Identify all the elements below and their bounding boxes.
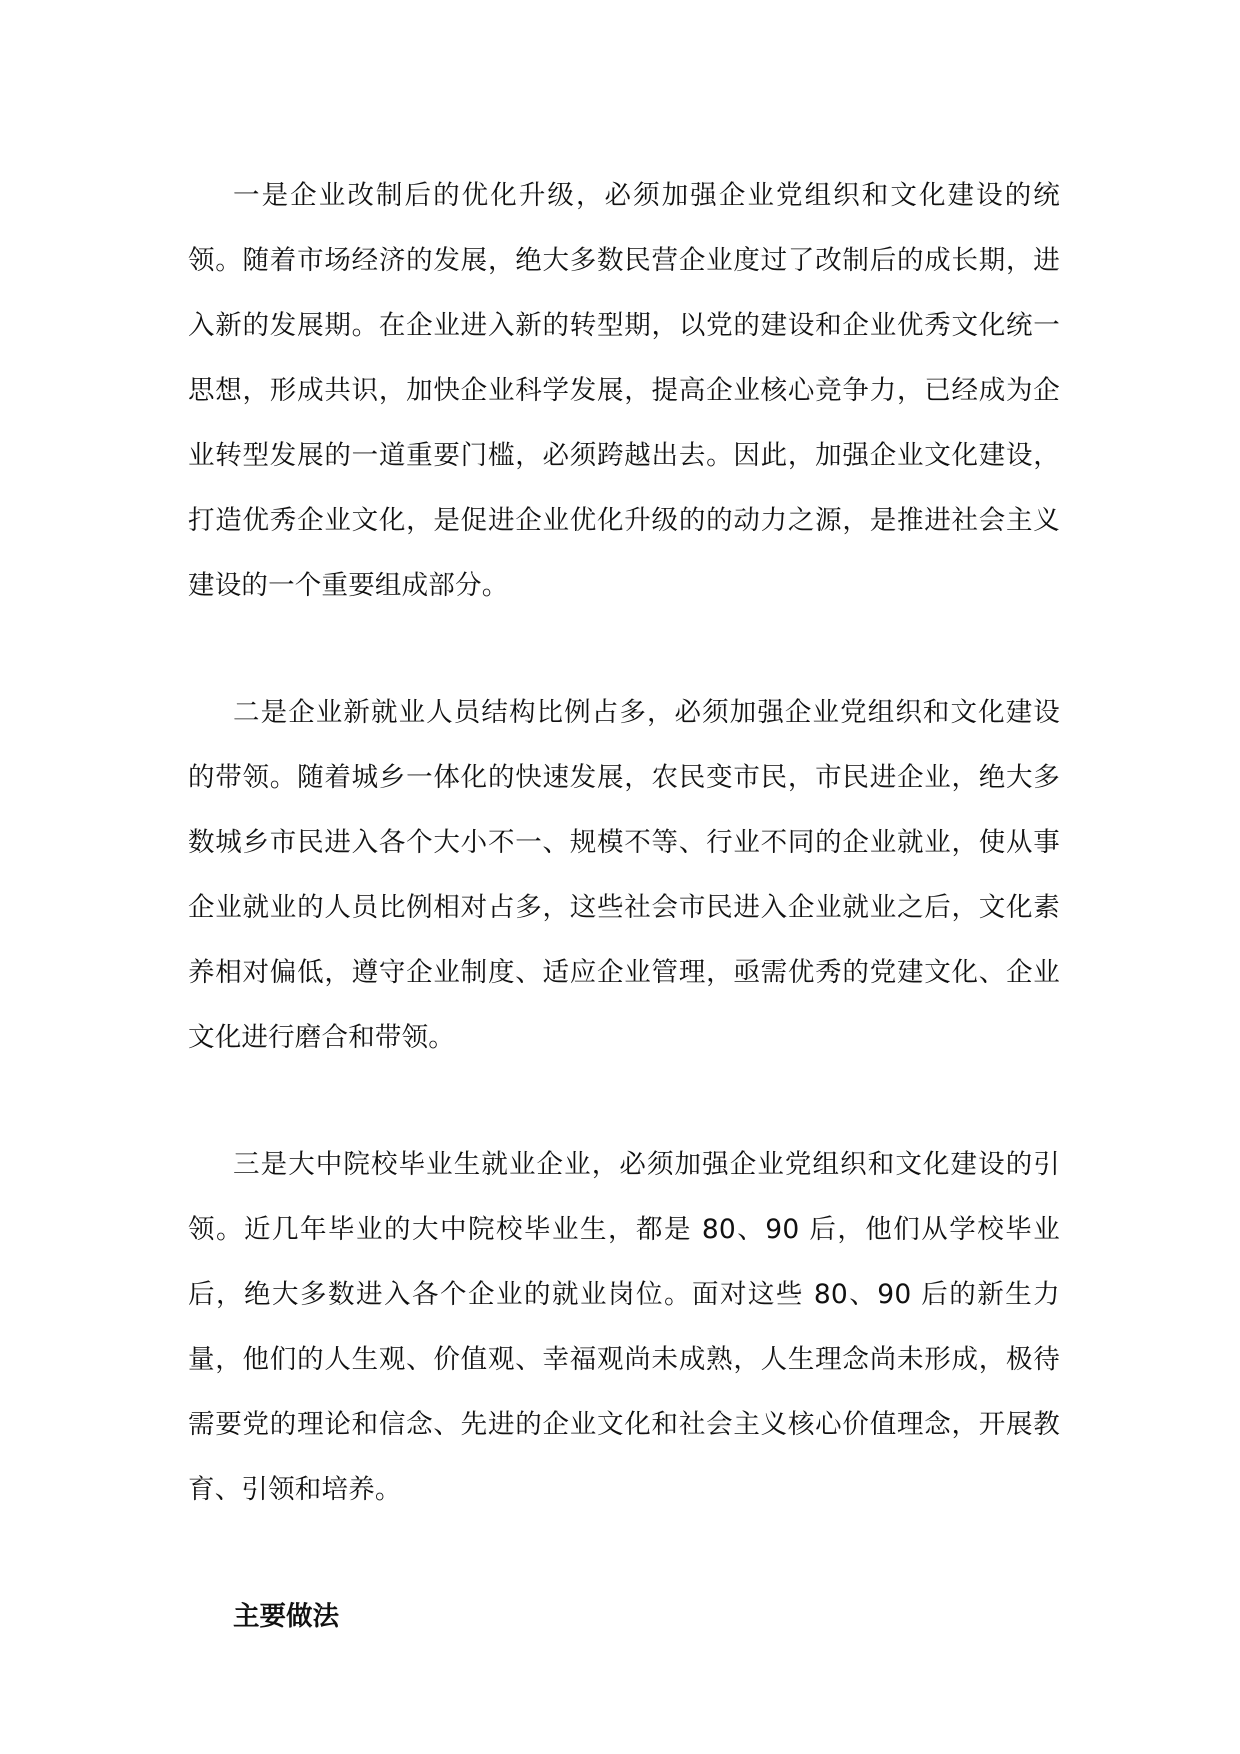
paragraph-1: 一是企业改制后的优化升级，必须加强企业党组织和文化建设的统领。随着市场经济的发展，绝大多数民营企业度过了改制后的成长期，进入新的发展期。在企业进入新的转型期，以党的建设和企业优秀文化统一思想，形成共识，加快企业科学发展，提高企业核心竞争力，已经成为企业转型发展的一道重要门槛，必须跨越出去。因此，加强企业文化建设，打造优秀企业文化，是促进企业优化升级的的动力之源，是推进社会主义建设的一个重要组成部分。 (188, 180, 1060, 601)
paragraph-2: 二是企业新就业人员结构比例占多，必须加强企业党组织和文化建设的带领。随着城乡一体化的快速发展，农民变市民，市民进企业，绝大多数城乡市民进入各个大小不一、规模不等、行业不同的企业就业，使从事企业就业的人员比例相对占多，这些社会市民进入企业就业之后，文化素养相对偏低，遵守企业制度、适应企业管理，亟需优秀的党建文化、企业文化进行磨合和带领。 (188, 697, 1060, 1053)
document-body (188, 163, 1060, 1649)
section-heading: 主要做法 (233, 1601, 339, 1632)
paragraph-3: 三是大中院校毕业生就业企业，必须加强企业党组织和文化建设的引领。近几年毕业的大中院校毕业生，都是 80、90 后，他们从学校毕业后，绝大多数进入各个企业的就业岗位。面对这些 80、90 后的新生力量，他们的人生观、价值观、幸福观尚未成熟，人生理念尚未形成，极待需要党的理论和信念、先进的企业文化和社会主义核心价值理念，开展教育、引领和培养。 (188, 1149, 1060, 1505)
